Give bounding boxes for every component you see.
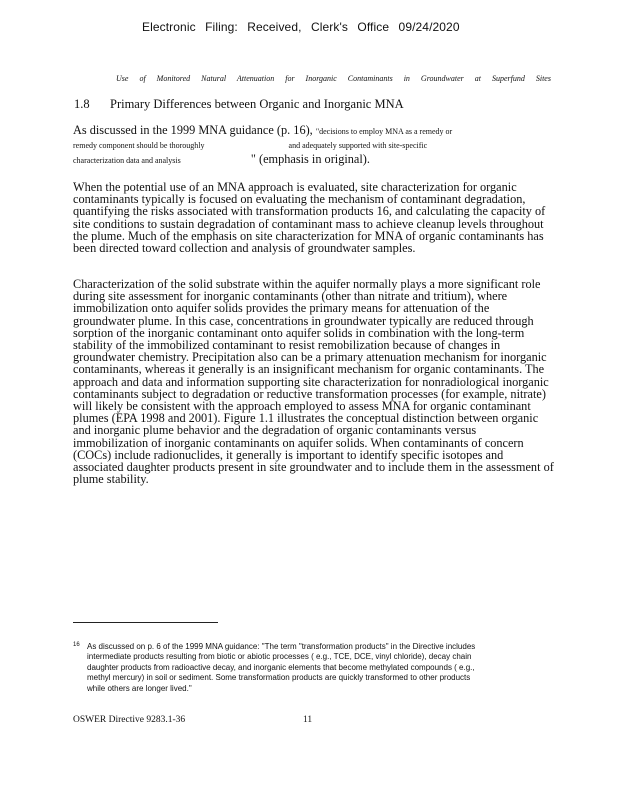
paragraph-2-line: When the potential use of an MNA approach is evaluated, site characterization for organic [73, 180, 517, 194]
paragraph-1-line [73, 124, 452, 138]
paragraph-3-line: sorption of the inorganic contaminant onto aquifer solids in combination with the long-term [73, 325, 525, 340]
paragraph-1-line [73, 153, 452, 167]
filing-stamp: Electronic Filing: Received, Clerk's Office 09/24/2020 [142, 20, 460, 34]
quoted-text: and adequately supported with site-specific [288, 141, 428, 151]
footnote-line: while others are longer lived." [87, 683, 192, 693]
paragraph-1 [73, 124, 452, 168]
paragraph-3-line: contaminants subject to degradation or reductive transformation processes (for example, nitrate) [73, 386, 546, 401]
page-number: 11 [303, 715, 313, 725]
directive-number: OSWER Directive 9283.1-36 [73, 715, 186, 725]
footnote-line: daughter products from radioactive decay, and inorganic elements that become methylated compounds ( e.g., [87, 662, 475, 672]
paragraph-3-line: contaminants, whereas it generally is an insignificant mechanism for organic contaminants. The [73, 362, 545, 377]
paragraph-3-line: (COCs) include radionuclides, it generally is important to identify specific isotopes and [73, 447, 504, 462]
paragraph-2-line: quantifying the risks associated with transformation products 16, and calculating the capacity of [73, 204, 546, 219]
section-heading [74, 97, 404, 112]
paragraph-2 [73, 181, 545, 254]
paragraph-2-line: been directed toward collection and analysis of groundwater samples. [73, 241, 416, 256]
footnote-line: As discussed on p. 6 of the 1999 MNA guidance: "The term "transformation products" in the Directive includes [87, 642, 476, 651]
footnote-text [87, 642, 543, 694]
paragraph-1-text: As discussed in the 1999 MNA guidance (p. 16), [73, 123, 313, 137]
paragraph-3-line: during site assessment for inorganic contaminants (other than nitrate and tritium), where [73, 289, 508, 304]
paragraph-3-line: will likely be consistent with the approach employed to assess MNA for organic contaminant [73, 399, 531, 414]
paragraph-3-line: Characterization of the solid substrate within the aquifer normally plays a more significant role [73, 277, 541, 291]
footnote-line: intermediate products resulting from biotic or abiotic processes ( e.g., TCE, DCE, vinyl chloride), decay chain [87, 652, 472, 662]
paragraph-1-text: " (emphasis in original). [250, 152, 370, 167]
paragraph-3-line: plumes (EPA 1998 and 2001). Figure 1.1 illustrates the conceptual distinction between organic [73, 411, 539, 426]
paragraph-1-line [73, 140, 452, 152]
paragraph-3-line: groundwater chemistry. Precipitation also can be a primary attenuation mechanism for inorganic [73, 350, 547, 365]
paragraph-3-line: plume stability. [73, 472, 149, 487]
footnote [73, 642, 543, 694]
quoted-text: remedy component should be thoroughly [73, 141, 205, 151]
footnote-line: methyl mercury) in soil or sediment. Some transformation products are quickly transformed to other products [87, 673, 471, 683]
paragraph-3-line: approach and data and information supporting site characterization for nonradiological inorganic [73, 374, 549, 389]
paragraph-3-line: stability of the immobilized contaminant to resist remobilization because of changes in [73, 338, 501, 353]
footnote-number: 16 [73, 642, 80, 648]
quoted-text: "decisions to employ MNA as a remedy or [315, 127, 453, 136]
paragraph-3-line: and inorganic plume behavior and the degradation of organic contaminants versus [73, 423, 477, 438]
paragraph-3-line: groundwater plume. In this case, concentrations in groundwater typically are reduced through [73, 313, 534, 328]
running-header: Use of Monitored Natural Attenuation for Inorganic Contaminants in Groundwater at Superfund Sites [116, 74, 551, 83]
section-number: 1.8 [74, 97, 90, 111]
footnote-divider [73, 622, 218, 623]
section-title: Primary Differences between Organic and Inorganic MNA [110, 97, 404, 111]
paragraph-3-line: immobilization of inorganic contaminants on aquifer solids. When contaminants of concern [73, 435, 524, 450]
paragraph-2-line: the plume. Much of the emphasis on site characterization for MNA of organic contaminants has [73, 228, 544, 243]
paragraph-3 [73, 278, 554, 485]
paragraph-2-line: site conditions to sustain degradation of contaminant mass to achieve cleanup levels throughout [73, 216, 544, 231]
paragraph-2-line: contaminants typically is focused on evaluating the mechanism of contaminant degradation, [73, 192, 526, 207]
paragraph-3-line: associated daughter products present in site groundwater and to include them in the assessment of [73, 460, 554, 475]
paragraph-3-line: immobilization onto aquifer solids provides the primary means for attenuation of the [73, 301, 490, 316]
quoted-text: characterization data and analysis [73, 156, 181, 166]
